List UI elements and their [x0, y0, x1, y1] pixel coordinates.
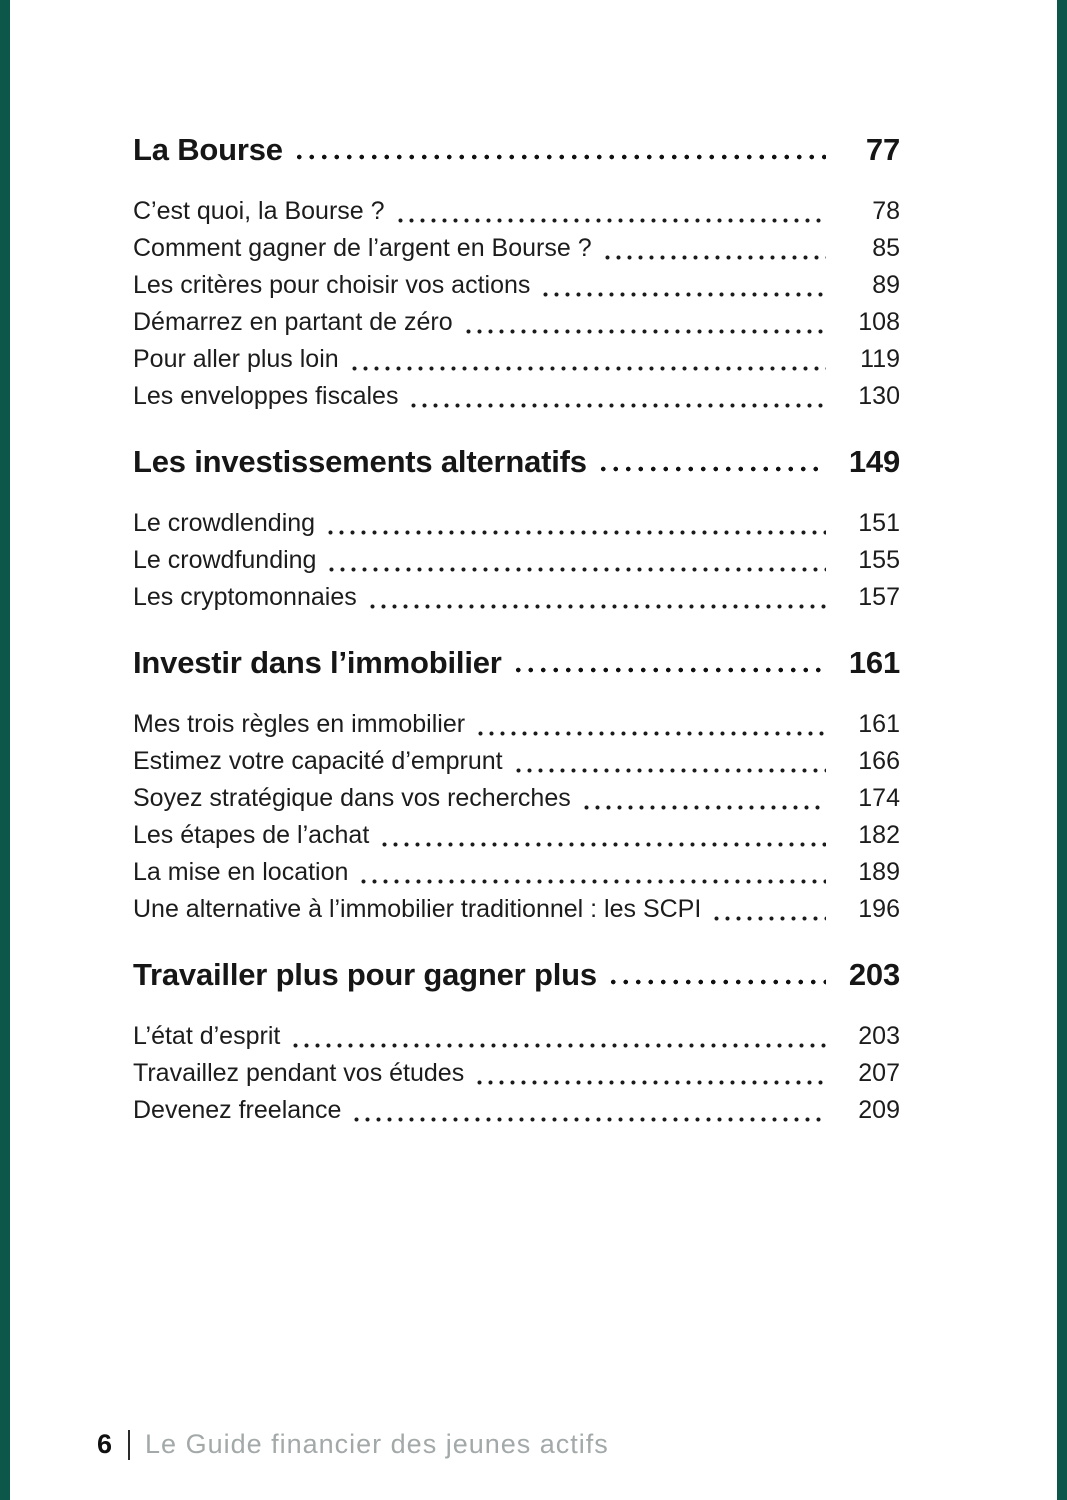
toc-entry-label: Pour aller plus loin: [133, 345, 339, 373]
dot-leader: [474, 1079, 826, 1086]
dot-leader: [475, 730, 826, 737]
section-page: 161: [848, 645, 900, 680]
toc-entry: [133, 1018, 900, 1055]
toc-entry-label: C’est quoi, la Bourse ?: [133, 197, 385, 225]
section-page: 149: [848, 444, 900, 479]
toc-section: [133, 445, 900, 616]
toc-entry: [133, 193, 900, 230]
toc-entry-label: L’état d’esprit: [133, 1022, 281, 1050]
toc-entry-label: Les enveloppes fiscales: [133, 382, 399, 410]
dot-leader: [325, 529, 826, 536]
dot-leader: [408, 402, 826, 409]
dot-leader: [540, 291, 826, 298]
toc-entry: [133, 341, 900, 378]
section-page: 77: [865, 132, 900, 167]
toc-entry-label: Devenez freelance: [133, 1096, 342, 1124]
dot-leader: [597, 465, 826, 473]
toc-entry-page: 119: [860, 345, 900, 373]
toc-section: [133, 958, 900, 1129]
dot-leader: [581, 804, 826, 811]
toc-entry: [133, 542, 900, 579]
dot-leader: [358, 878, 826, 885]
footer-book-title: Le Guide financier des jeunes actifs: [145, 1429, 609, 1459]
dot-leader: [290, 1042, 826, 1049]
section-title: Les investissements alternatifs: [133, 444, 587, 479]
toc-entry-label: Travaillez pendant vos études: [133, 1059, 465, 1087]
dot-leader: [367, 603, 826, 610]
toc-section: [133, 646, 900, 928]
toc-entry: [133, 505, 900, 542]
dot-leader: [379, 841, 826, 848]
section-items: [133, 505, 900, 616]
page-edge-bar-right: [1057, 0, 1067, 1500]
dot-leader: [711, 915, 826, 922]
toc-entry-page: 161: [858, 710, 900, 738]
toc-entry-label: Les cryptomonnaies: [133, 583, 357, 611]
toc-section: [133, 133, 900, 415]
toc-entry-page: 85: [872, 234, 900, 262]
toc-entry-page: 108: [858, 308, 900, 336]
dot-leader: [607, 978, 826, 986]
dot-leader: [395, 217, 826, 224]
toc-entry-page: 155: [858, 546, 900, 574]
section-items: [133, 706, 900, 928]
toc-entry: [133, 1092, 900, 1129]
toc-entry-label: Comment gagner de l’argent en Bourse ?: [133, 234, 592, 262]
toc-entry-page: 89: [872, 271, 900, 299]
toc-entry: [133, 378, 900, 415]
toc-entry-label: Les étapes de l’achat: [133, 821, 370, 849]
toc-entry-label: Soyez stratégique dans vos recherches: [133, 784, 571, 812]
dot-leader: [513, 767, 826, 774]
toc-section-header: [133, 133, 900, 167]
toc-entry: [133, 891, 900, 928]
toc-entry-page: 166: [858, 747, 900, 775]
section-title: La Bourse: [133, 132, 283, 167]
toc-entry-label: Estimez votre capacité d’emprunt: [133, 747, 503, 775]
toc-entry: [133, 267, 900, 304]
toc-entry: [133, 817, 900, 854]
footer-page-number: 6: [97, 1429, 113, 1459]
toc-entry: [133, 743, 900, 780]
section-title: Investir dans l’immobilier: [133, 645, 502, 680]
section-items: [133, 193, 900, 415]
toc-entry-page: 207: [858, 1059, 900, 1087]
toc-entry: [133, 780, 900, 817]
toc-entry-label: Le crowdfunding: [133, 546, 317, 574]
toc-entry-label: La mise en location: [133, 858, 349, 886]
toc-entry-page: 196: [858, 895, 900, 923]
toc-section-header: [133, 958, 900, 992]
section-title: Travailler plus pour gagner plus: [133, 957, 597, 992]
dot-leader: [351, 1116, 826, 1123]
toc-entry-page: 182: [858, 821, 900, 849]
toc-entry-page: 203: [858, 1022, 900, 1050]
toc-entry-label: Le crowdlending: [133, 509, 316, 537]
toc-entry: [133, 304, 900, 341]
toc-entry: [133, 854, 900, 891]
dot-leader: [349, 365, 826, 372]
dot-leader: [293, 153, 826, 161]
toc-entry-label: Une alternative à l’immobilier traditionnel : les SCPI: [133, 895, 702, 923]
toc-entry: [133, 706, 900, 743]
page-edge-bar-left: [0, 0, 10, 1500]
toc-entry-page: 78: [872, 197, 900, 225]
toc-entry: [133, 230, 900, 267]
toc-entry: [133, 1055, 900, 1092]
footer-separator: [128, 1430, 130, 1460]
toc-section-header: [133, 445, 900, 479]
toc: [133, 133, 900, 1129]
toc-entry-page: 130: [858, 382, 900, 410]
toc-entry: [133, 579, 900, 616]
toc-entry-page: 209: [858, 1096, 900, 1124]
section-items: [133, 1018, 900, 1129]
toc-entry-page: 189: [858, 858, 900, 886]
dot-leader: [326, 566, 826, 573]
toc-entry-page: 157: [858, 583, 900, 611]
footer: [97, 1429, 609, 1460]
toc-entry-page: 174: [858, 784, 900, 812]
toc-entry-label: Démarrez en partant de zéro: [133, 308, 453, 336]
toc-entry-label: Mes trois règles en immobilier: [133, 710, 466, 738]
toc-entry-label: Les critères pour choisir vos actions: [133, 271, 531, 299]
section-page: 203: [848, 957, 900, 992]
dot-leader: [463, 328, 826, 335]
toc-section-header: [133, 646, 900, 680]
dot-leader: [602, 254, 826, 261]
toc-entry-page: 151: [858, 509, 900, 537]
dot-leader: [512, 666, 826, 674]
